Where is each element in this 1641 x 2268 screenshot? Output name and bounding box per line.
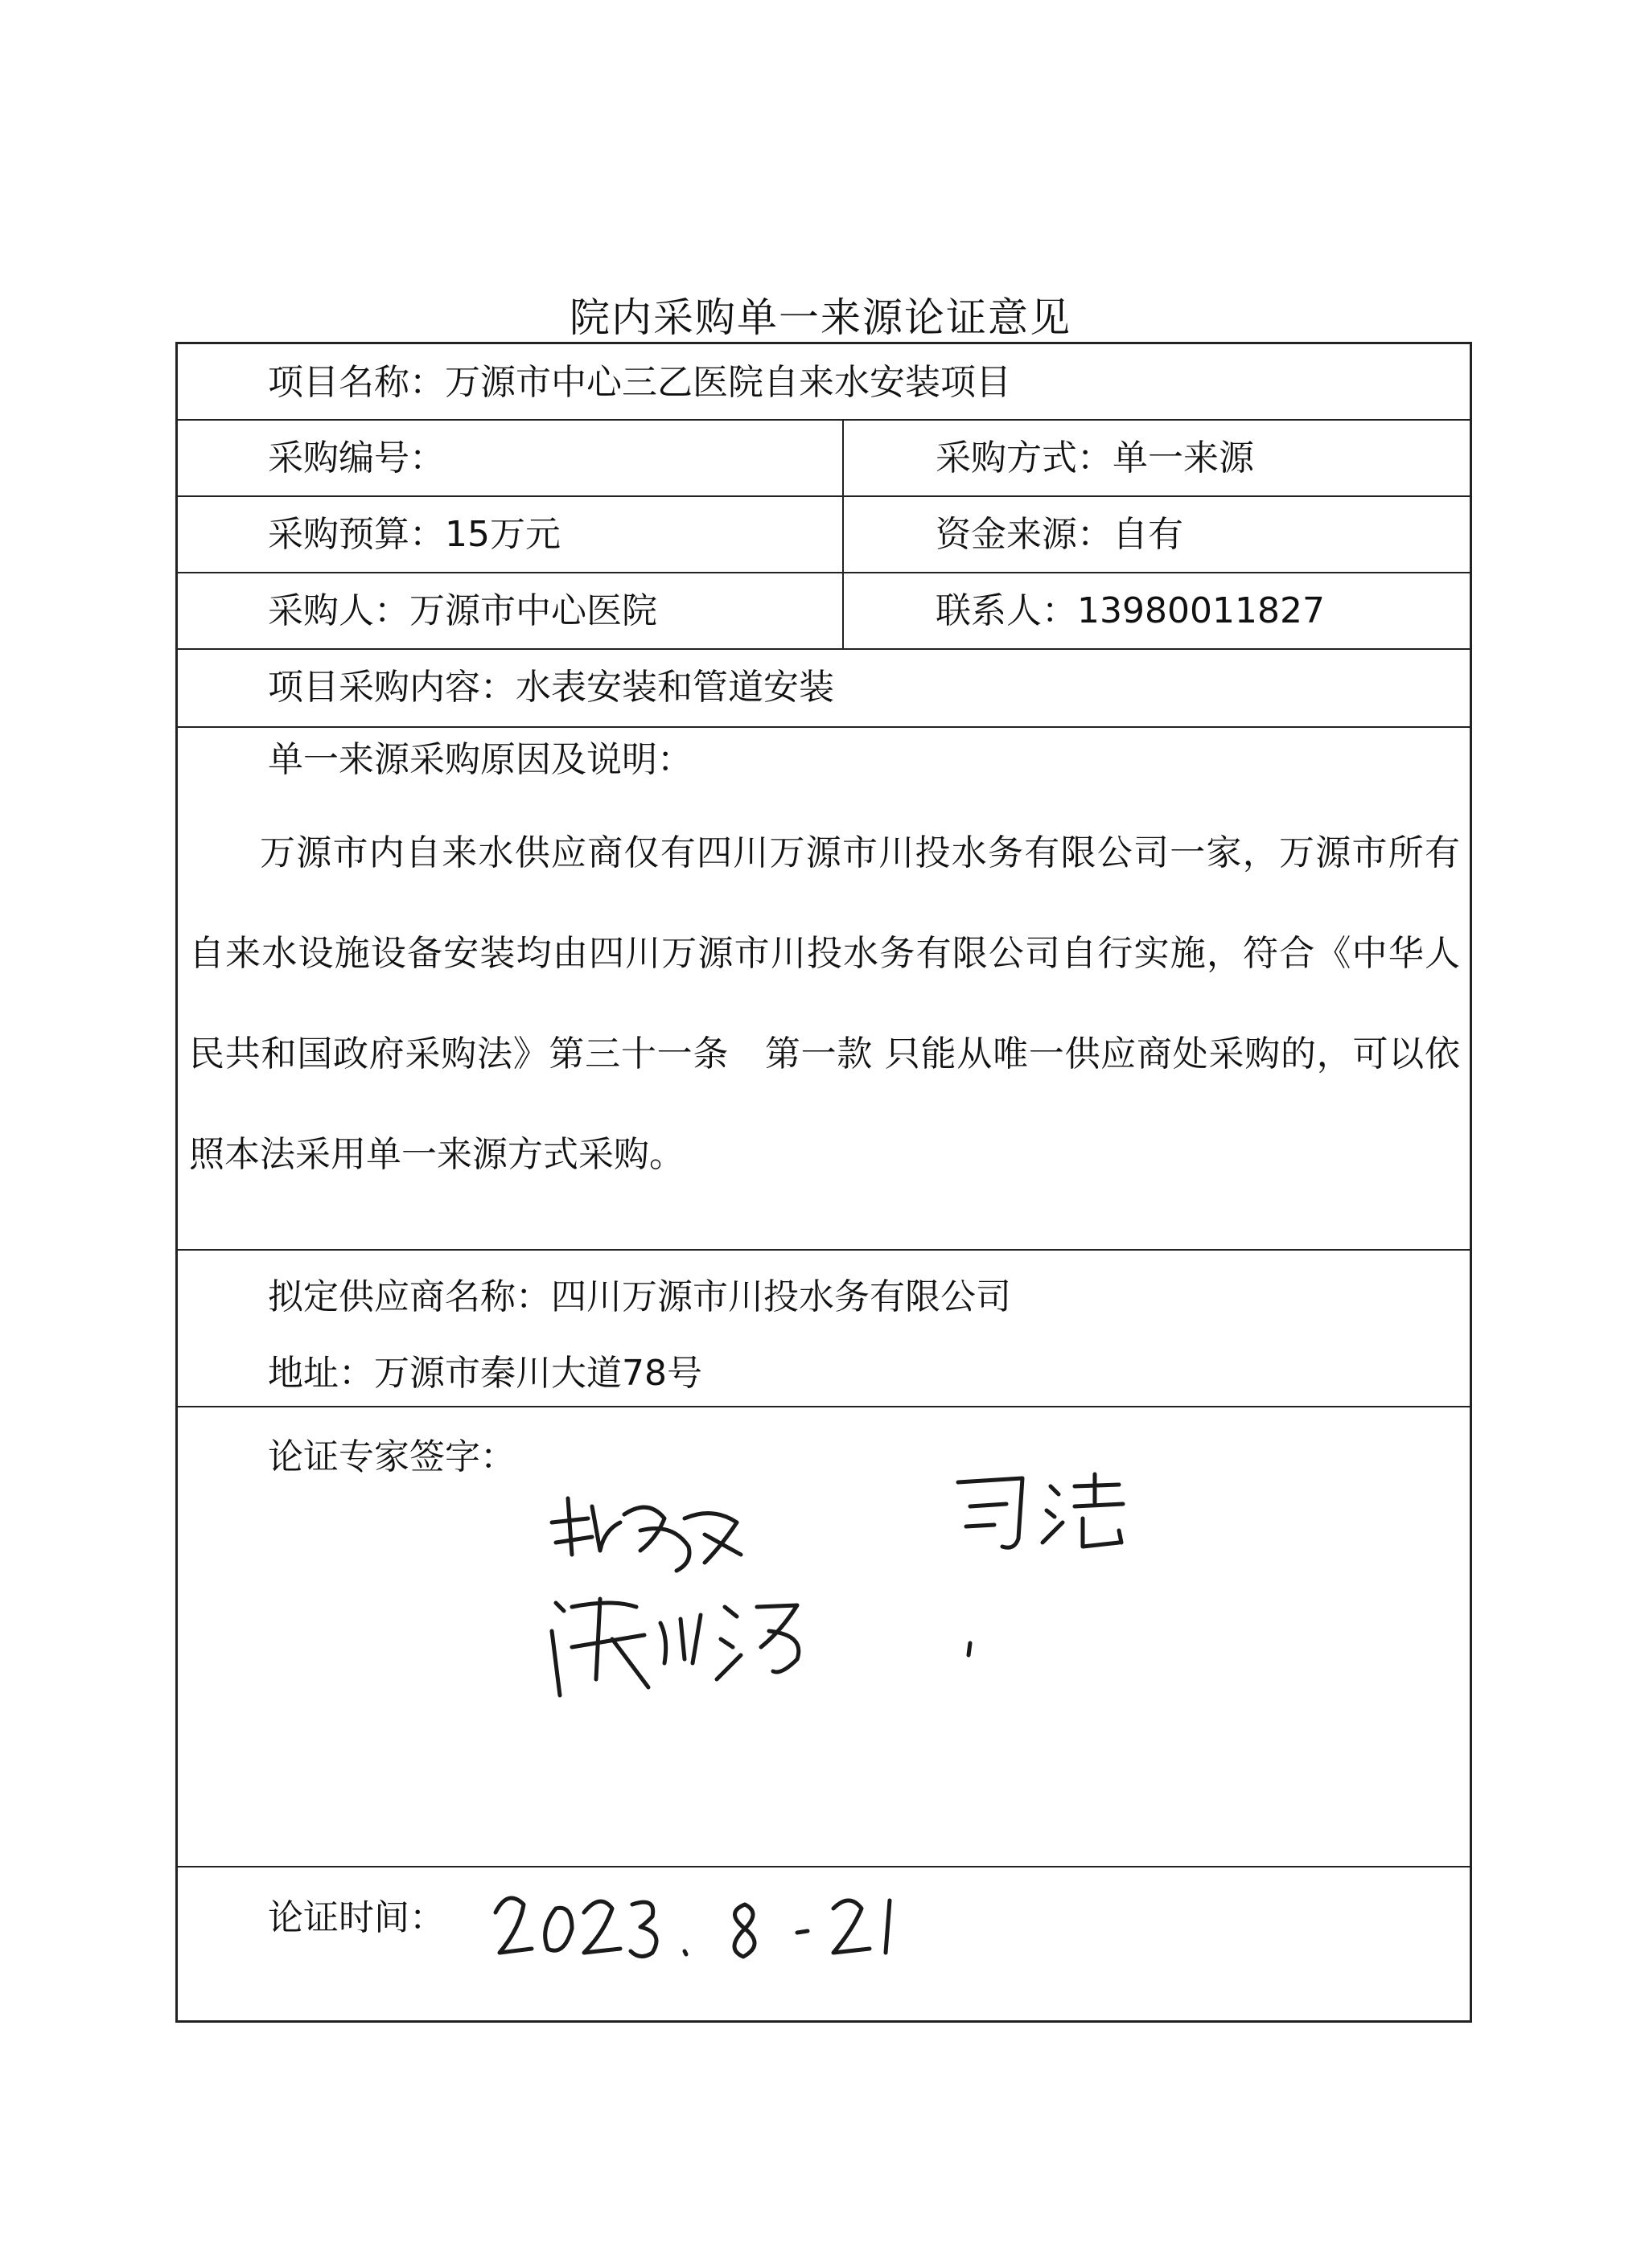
row-divider — [178, 726, 1470, 728]
date-label: 论证时间： — [268, 1897, 445, 1938]
handwritten-date — [487, 1880, 938, 1969]
row-divider — [178, 1406, 1470, 1407]
expert-signature-3 — [540, 1583, 998, 1703]
expert-signature-label: 论证专家签字： — [268, 1436, 516, 1477]
reason-paragraph: 万源市内自来水供应商仅有四川万源市川投水务有限公司一家，万源市所有自来水设施设备安装均由四川万源市川投水务有限公司自行实施，符合《中华人民共和国政府采购法》第三十一条 第一款 只能从唯一供应商处采购的，可以依照本法采用单一来源方式采购。 — [189, 832, 1460, 1175]
budget-field: 采购预算：15万元 — [268, 514, 561, 555]
procurement-content-field: 项目采购内容：水表安装和管道安装 — [268, 667, 834, 708]
row-divider — [178, 495, 1470, 497]
fund-source-field: 资金来源：自有 — [936, 514, 1183, 555]
row-divider — [178, 419, 1470, 421]
purchase-method-field: 采购方式：单一来源 — [936, 438, 1254, 479]
row-divider — [178, 1249, 1470, 1251]
contact-field: 联系人：13980011827 — [936, 590, 1325, 631]
document-title: 院内采购单一来源论证意见 — [570, 294, 1071, 341]
row-divider — [178, 572, 1470, 573]
purchase-number-field: 采购编号： — [268, 438, 445, 479]
supplier-name-field: 拟定供应商名称：四川万源市川投水务有限公司 — [268, 1276, 1011, 1317]
expert-signature-1 — [544, 1474, 753, 1579]
row-divider — [178, 648, 1470, 650]
expert-signature-2 — [946, 1462, 1139, 1559]
form-table — [175, 342, 1472, 2023]
column-divider — [842, 419, 844, 648]
supplier-address-field: 地址：万源市秦川大道78号 — [268, 1353, 702, 1394]
project-name-field: 项目名称：万源市中心三乙医院自来水安装项目 — [268, 362, 1011, 403]
purchaser-field: 采购人：万源市中心医院 — [268, 590, 657, 631]
reason-heading: 单一来源采购原因及说明： — [268, 739, 693, 780]
row-divider — [178, 1866, 1470, 1867]
